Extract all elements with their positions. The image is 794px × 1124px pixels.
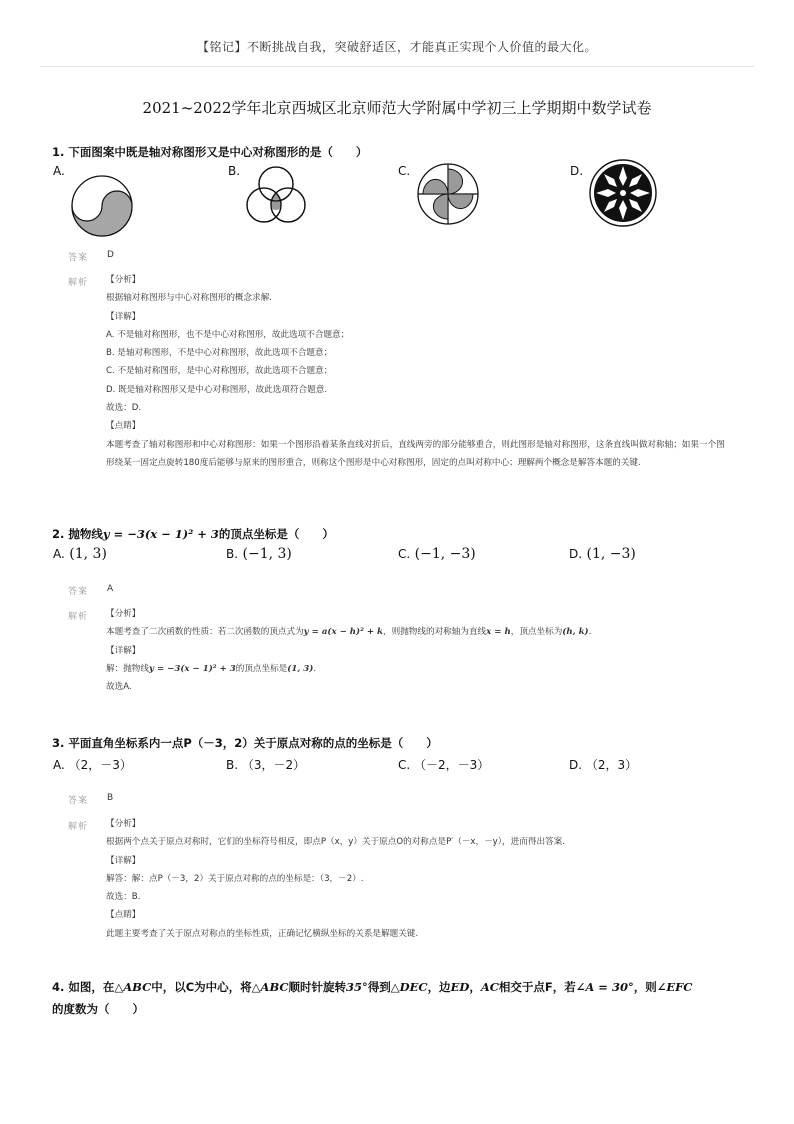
q2-line: 故选A. — [106, 682, 132, 693]
header-divider — [40, 66, 754, 67]
question-2-stem — [52, 526, 334, 542]
page-title: 2021~2022学年北京西城区北京师范大学附属中学初三上学期期中数学试卷 — [142, 99, 652, 117]
q3-option-d-label: D. — [569, 758, 583, 772]
q4-math: ABC — [260, 980, 289, 994]
q4-math: 35° — [346, 980, 368, 994]
q3-option-a-value: （2，－3） — [68, 758, 132, 772]
q2-option-c-label: C. — [398, 547, 411, 561]
q4-text: 得到△ — [367, 980, 400, 994]
q3-line: 故选：B. — [106, 892, 141, 903]
q3-line: 【详解】 — [106, 855, 141, 866]
q2-text: ，顶点坐标为 — [510, 627, 563, 638]
question-3-stem: 3. 平面直角坐标系内一点P（－3，2）关于原点对称的点的坐标是（ ） — [52, 736, 438, 750]
q2-text: . — [588, 627, 592, 638]
q2-option-d-value: (1, −3) — [586, 546, 636, 562]
motto: 【铭记】不断挑战自我，突破舒适区，才能真正实现个人价值的最大化。 — [196, 40, 597, 54]
q1-option-b-label: B. — [228, 164, 241, 178]
q2-option-c — [398, 546, 476, 562]
q1-option-a-label: A. — [53, 164, 65, 178]
q1-line: B. 是轴对称图形，不是中心对称图形，故此选项不合题意； — [106, 348, 333, 359]
q4-text: ，边 — [427, 980, 451, 994]
q3-option-b-value: （3，－2） — [241, 758, 306, 772]
q2-answer: A — [107, 584, 114, 594]
q1-line: C. 不是轴对称图形，是中心对称图形，故此选项不合题意； — [106, 366, 333, 377]
q2-stem-math: y = −3(x − 1)² + 3 — [102, 527, 219, 541]
q4-math: DEC — [399, 980, 428, 994]
three-circles-figure — [240, 160, 312, 232]
q3-line: 【点睛】 — [106, 910, 141, 921]
q2-text: ，则抛物线的对称轴为直线 — [383, 627, 487, 638]
q2-math: (1, 3) — [287, 663, 314, 674]
question-4-stem-line-2: 的度数为（ ） — [52, 1002, 144, 1016]
q4-text: 4. 如图，在△ — [52, 980, 124, 994]
q2-option-b-value: (−1, 3) — [242, 546, 292, 562]
q3-option-b — [226, 756, 305, 773]
q1-line: D. 既是轴对称图形又是中心对称图形，故此选项符合题意. — [106, 384, 328, 395]
q4-text: ， — [469, 980, 481, 994]
q2-stem-prefix: 2. 抛物线 — [52, 527, 103, 541]
q1-line: 故选：D. — [106, 403, 142, 414]
q3-option-a — [53, 756, 132, 773]
q3-option-d — [569, 756, 637, 773]
q2-text: . — [313, 663, 317, 674]
q2-text: 本题考查了二次函数的性质：若二次函数的顶点式为 — [106, 627, 304, 638]
q3-line: 此题主要考查了关于原点对称点的坐标性质，正确记忆横纵坐标的关系是解题关键. — [106, 928, 419, 939]
q2-option-d — [569, 546, 636, 562]
q3-option-c-value: （－2，－3） — [414, 758, 490, 772]
q1-explanation — [106, 271, 736, 472]
q2-option-a — [53, 546, 107, 562]
q1-line: 【详解】 — [106, 311, 141, 322]
q4-text: 顺时针旋转 — [288, 980, 347, 994]
pinwheel-figure — [414, 160, 482, 228]
q4-math: ABC — [123, 980, 152, 994]
q1-line: 【分析】 — [106, 275, 141, 285]
q2-math: x = h — [486, 627, 511, 638]
q1-line: A. 不是轴对称图形，也不是中心对称图形，故此选项不合题意； — [106, 329, 350, 340]
q4-text: ，则 — [633, 980, 657, 994]
q2-option-d-label: D. — [569, 547, 583, 561]
q2-option-c-value: (−1, −3) — [414, 546, 476, 562]
q1-answer: D — [107, 250, 114, 260]
q2-text: 的顶点坐标是 — [235, 663, 288, 674]
q1-option-c-label: C. — [398, 164, 411, 178]
star-flower-figure — [586, 156, 660, 230]
q4-math: ED — [450, 980, 470, 994]
q3-option-b-label: B. — [226, 758, 239, 772]
q2-option-a-value: (1, 3) — [69, 546, 107, 562]
q3-option-a-label: A. — [53, 758, 65, 772]
q1-option-d-label: D. — [570, 164, 584, 178]
q2-line — [106, 660, 736, 678]
q4-text: 中，以C为中心，将△ — [151, 980, 261, 994]
q1-analysis-key: 解析 — [68, 278, 89, 288]
q2-stem-suffix: 的顶点坐标是（ ） — [218, 527, 334, 541]
q2-line: 【详解】 — [106, 645, 141, 656]
yin-yang-figure — [69, 173, 135, 239]
q1-answer-key: 答案 — [68, 253, 89, 263]
q1-line: 【点睛】 — [106, 421, 141, 432]
q3-line: 解答：解：点P（－3，2）关于原点对称的点的坐标是：（3，－2）. — [106, 873, 364, 884]
q2-answer-key: 答案 — [68, 587, 89, 597]
q2-option-a-label: A. — [53, 547, 65, 561]
q2-option-b-label: B. — [226, 547, 239, 561]
question-4-stem — [52, 979, 692, 995]
q4-text: 相交于点F，若 — [498, 980, 576, 994]
q4-math: ∠A = 30° — [575, 980, 634, 994]
q3-option-c-label: C. — [398, 758, 411, 772]
q4-math: ∠EFC — [656, 980, 693, 994]
q3-option-d-value: （2，3） — [585, 758, 638, 772]
q3-answer: B — [107, 793, 114, 803]
q3-option-c — [398, 756, 489, 773]
q2-text: 解：抛物线 — [106, 663, 149, 674]
q1-line: 本题考查了轴对称图形和中心对称图形：如果一个图形沿着某条直线对折后，直线两旁的部分能够重合，则此图形是轴对称图形，这条直线叫做对称轴；如果一个图形绕某一固定点旋转180度后能够与原来的图形重合，则称这个图形是中心对称图形，固定的点叫对称中心；理解两个概念是解答本题的关键. — [106, 439, 725, 468]
q2-math: y = a(x − h)² + k — [303, 627, 384, 638]
q2-line: 【分析】 — [106, 609, 141, 619]
q2-math: y = −3(x − 1)² + 3 — [148, 663, 236, 674]
q2-explanation — [106, 605, 736, 696]
q3-line: 根据两个点关于原点对称时，它们的坐标符号相反，即点P（x，y）关于原点O的对称点是P′（－x，－y），进而得出答案. — [106, 837, 565, 848]
q4-math: AC — [480, 980, 499, 994]
q3-answer-key: 答案 — [68, 796, 89, 806]
question-1-stem: 1. 下面图案中既是轴对称图形又是中心对称图形的是（ ） — [52, 145, 368, 159]
q2-line — [106, 623, 736, 641]
q2-analysis-key: 解析 — [68, 612, 89, 622]
q2-option-b — [226, 546, 292, 562]
q2-math: (h, k) — [562, 627, 589, 638]
q3-explanation — [106, 815, 736, 943]
q3-analysis-key: 解析 — [68, 822, 89, 832]
q1-line: 根据轴对称图形与中心对称图形的概念求解. — [106, 293, 273, 304]
q3-line: 【分析】 — [106, 819, 141, 829]
